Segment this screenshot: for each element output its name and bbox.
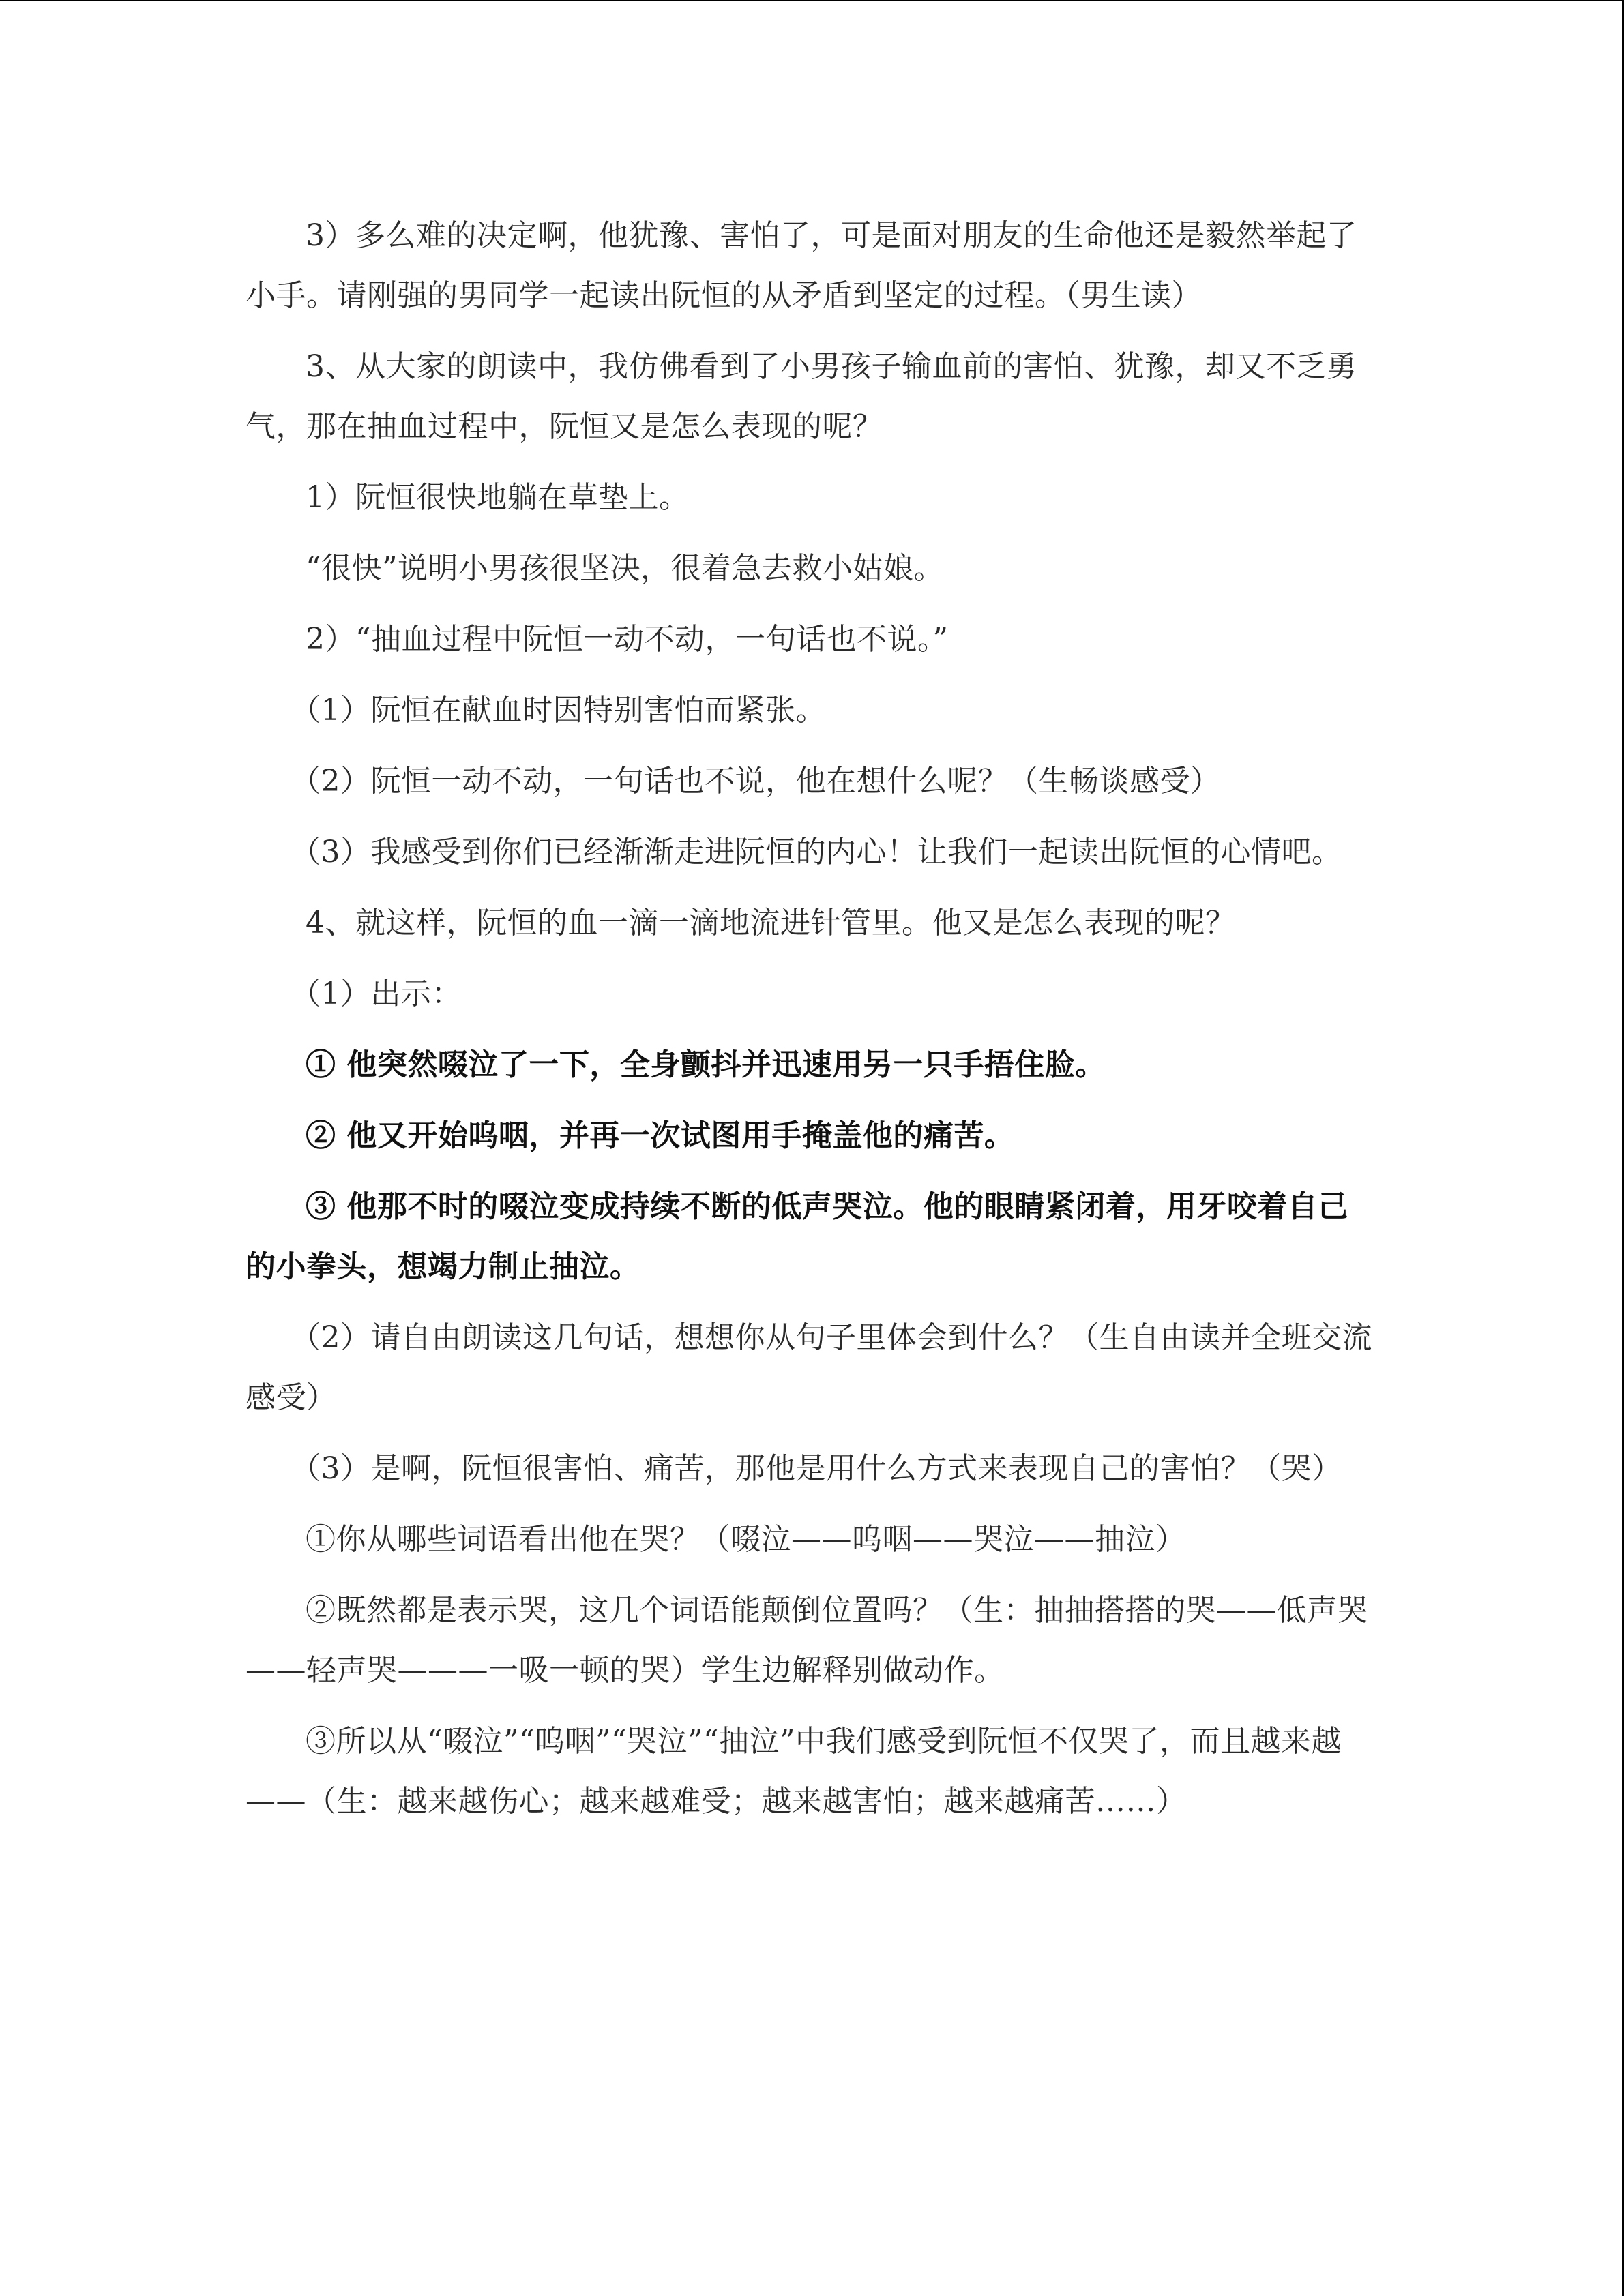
document-body	[246, 206, 1378, 1843]
paragraph-7: （2）阮恒一动不动，一句话也不说，他在想什么呢？（生畅谈感受）	[291, 764, 1221, 799]
paragraph-1: 3）多么难的决定啊，他犹豫、害怕了，可是面对朋友的生命他还是毅然举起了小手。请刚强的男同学一起读出阮恒的从矛盾到坚定的过程。（男生读）	[246, 218, 1357, 313]
paragraph-15: （3）是啊，阮恒很害怕、痛苦，那他是用什么方式来表现自己的害怕？（哭）	[291, 1451, 1342, 1486]
paragraph-5: 2）“抽血过程中阮恒一动不动，一句话也不说。”	[306, 622, 949, 657]
paragraph-13-bold-quote: ③ 他那不时的啜泣变成持续不断的低声哭泣。他的眼睛紧闭着，用牙咬着自己的小拳头，想竭力制止抽泣。	[246, 1189, 1348, 1284]
paragraph-17: ②既然都是表示哭，这几个词语能颠倒位置吗？（生：抽抽搭搭的哭——低声哭——轻声哭———一吸一顿的哭）学生边解释别做动作。	[246, 1593, 1368, 1688]
paragraph-18: ③所以从“啜泣”“呜咽”“哭泣”“抽泣”中我们感受到阮恒不仅哭了，而且越来越——（生：越来越伤心；越来越难受；越来越害怕；越来越痛苦……）	[246, 1724, 1342, 1819]
paragraph-4: “很快”说明小男孩很坚决，很着急去救小姑娘。	[306, 551, 944, 586]
paragraph-14: （2）请自由朗读这几句话，想想你从句子里体会到什么？（生自由读并全班交流感受）	[246, 1320, 1372, 1415]
paragraph-3: 1）阮恒很快地躺在草垫上。	[306, 480, 690, 515]
paragraph-2: 3、从大家的朗读中，我仿佛看到了小男孩子输血前的害怕、犹豫，却又不乏勇气，那在抽血过程中，阮恒又是怎么表现的呢？	[246, 349, 1357, 444]
paragraph-8: （3）我感受到你们已经渐渐走进阮恒的内心！让我们一起读出阮恒的心情吧。	[291, 835, 1342, 869]
paragraph-12-bold-quote: ② 他又开始呜咽，并再一次试图用手掩盖他的痛苦。	[306, 1118, 1015, 1153]
paragraph-9: 4、就这样，阮恒的血一滴一滴地流进针管里。他又是怎么表现的呢？	[306, 906, 1236, 940]
paragraph-11-bold-quote: ① 他突然啜泣了一下，全身颤抖并迅速用另一只手捂住脸。	[306, 1047, 1106, 1082]
paragraph-16: ①你从哪些词语看出他在哭？（啜泣——呜咽——哭泣——抽泣）	[306, 1522, 1186, 1557]
paragraph-6: （1）阮恒在献血时因特别害怕而紧张。	[291, 693, 826, 728]
paragraph-10: （1）出示：	[291, 976, 462, 1011]
